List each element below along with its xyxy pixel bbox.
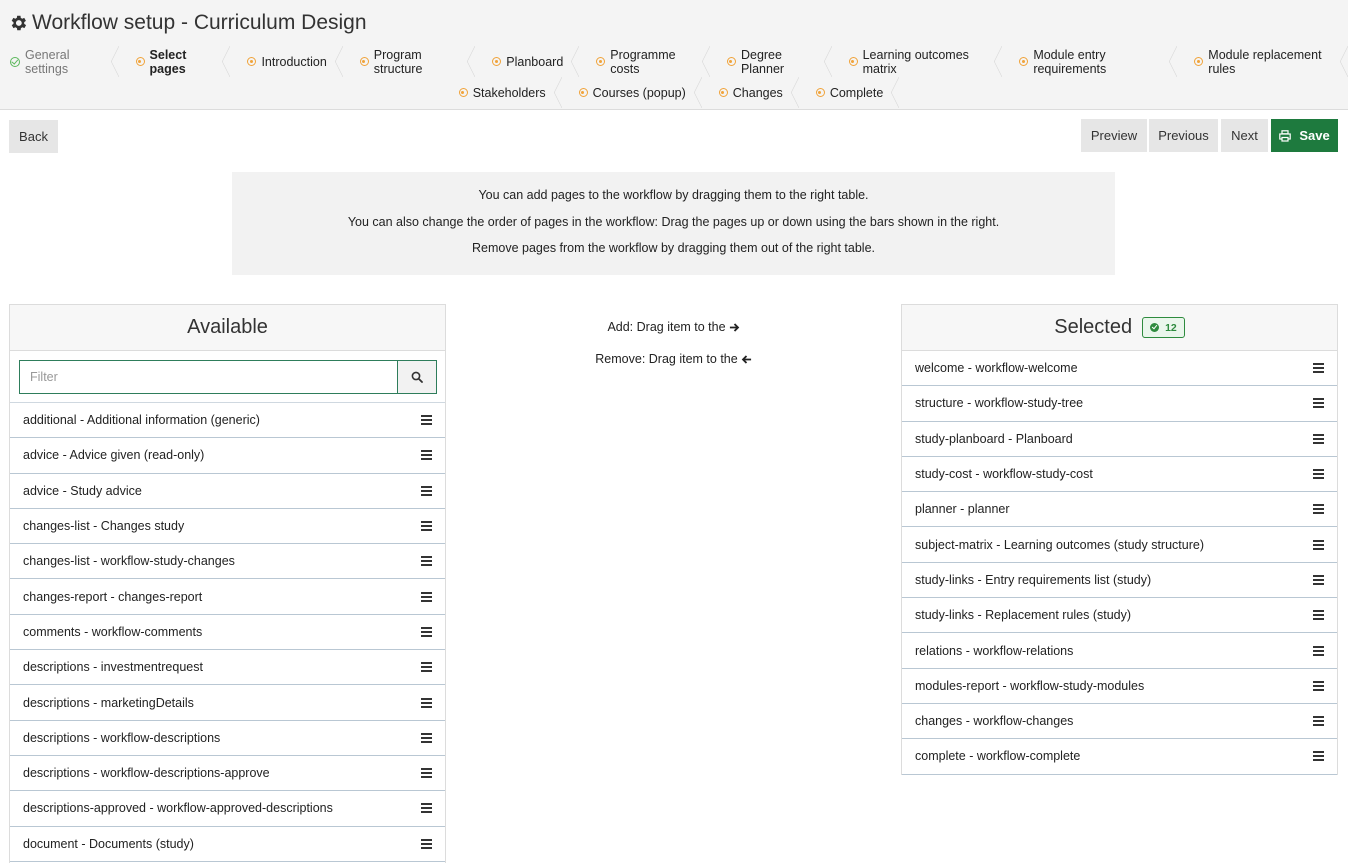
- list-item-label: relations - workflow-relations: [915, 643, 1074, 658]
- drag-handle-icon[interactable]: [1313, 504, 1324, 514]
- filter-group: [19, 360, 437, 394]
- list-item-label: document - Documents (study): [23, 836, 194, 851]
- dot-circle-icon: [459, 88, 468, 97]
- page-title: Workflow setup - Curriculum Design: [32, 11, 367, 34]
- dot-circle-icon: [492, 57, 501, 66]
- instructions-box: [232, 172, 1115, 275]
- arrow-right-icon: [729, 322, 740, 333]
- wizard-step-courses-popup[interactable]: [562, 77, 702, 108]
- instruction-line: You can add pages to the workflow by dragging them to the right table.: [478, 188, 869, 202]
- available-list-item[interactable]: [10, 791, 445, 826]
- list-item-label: descriptions - workflow-descriptions-approve: [23, 766, 270, 781]
- available-list-item[interactable]: [10, 756, 445, 791]
- available-list-item[interactable]: [10, 650, 445, 685]
- available-list-item[interactable]: [10, 544, 445, 579]
- drag-handle-icon[interactable]: [421, 450, 432, 460]
- back-button[interactable]: Back: [9, 120, 58, 153]
- list-item-label: additional - Additional information (generic): [23, 413, 260, 428]
- drag-handle-icon[interactable]: [1313, 434, 1324, 444]
- selected-panel: [901, 304, 1338, 775]
- page-header: [0, 0, 1348, 110]
- wizard-step-learning-outcomes-matrix[interactable]: [832, 46, 1003, 77]
- wizard-step-label: Changes: [732, 85, 783, 100]
- drag-handle-icon[interactable]: [1313, 540, 1324, 550]
- wizard-step-planboard[interactable]: [475, 46, 579, 77]
- drag-handle-icon[interactable]: [421, 839, 432, 849]
- wizard-step-label: Module entry requirements: [1033, 47, 1107, 76]
- drag-handle-icon[interactable]: [421, 662, 432, 672]
- wizard-step-select-pages[interactable]: [119, 46, 231, 77]
- selected-list-item[interactable]: [902, 492, 1337, 527]
- check-circle-icon: [1150, 323, 1159, 332]
- wizard-step-introduction[interactable]: [230, 46, 342, 77]
- list-item-label: study-links - Replacement rules (study): [915, 608, 1132, 623]
- wizard-step-module-replacement-rules[interactable]: [1177, 46, 1348, 77]
- selected-list-item[interactable]: [902, 422, 1337, 457]
- selected-list-item[interactable]: [902, 386, 1337, 421]
- add-hint: [446, 320, 901, 334]
- wizard-step-programme-costs[interactable]: [579, 46, 710, 77]
- dot-circle-icon: [1019, 57, 1028, 66]
- wizard-step-label: Introduction: [261, 54, 327, 69]
- drag-handle-icon[interactable]: [421, 733, 432, 743]
- selected-list-item[interactable]: [902, 457, 1337, 492]
- dot-circle-icon: [136, 57, 145, 66]
- drag-handle-icon[interactable]: [421, 698, 432, 708]
- drag-handle-icon[interactable]: [421, 592, 432, 602]
- save-button[interactable]: [1271, 119, 1338, 152]
- list-item-label: descriptions - investmentrequest: [23, 660, 203, 675]
- filter-search-button[interactable]: [397, 360, 437, 394]
- available-list: [10, 402, 445, 862]
- selected-list-item[interactable]: [902, 527, 1337, 562]
- wizard-step-label: Courses (popup): [592, 85, 686, 100]
- wizard-step-label: General settings: [25, 47, 70, 76]
- dot-circle-icon: [727, 57, 736, 66]
- list-item-label: subject-matrix - Learning outcomes (study structure): [915, 537, 1204, 552]
- available-list-item[interactable]: [10, 509, 445, 544]
- add-hint-text: Add: Drag item to the: [607, 320, 726, 334]
- instruction-line: You can also change the order of pages in the workflow: Drag the pages up or down using the bars shown in the right.: [347, 215, 1000, 229]
- dot-circle-icon: [579, 88, 588, 97]
- wizard-steps-row-2: [0, 77, 1348, 108]
- available-list-item[interactable]: [10, 438, 445, 473]
- drag-handle-icon[interactable]: [1313, 575, 1324, 585]
- selected-list-item[interactable]: [902, 704, 1337, 739]
- dot-circle-icon: [360, 57, 369, 66]
- selected-title: Selected: [1054, 316, 1133, 338]
- list-item-label: descriptions - workflow-descriptions: [23, 730, 221, 745]
- wizard-step-label: Select pages: [149, 47, 187, 76]
- wizard-steps-row-1: [0, 46, 1348, 77]
- remove-hint-text: Remove: Drag item to the: [595, 352, 738, 366]
- list-item-label: descriptions - marketingDetails: [23, 695, 194, 710]
- selected-list-item[interactable]: [902, 669, 1337, 704]
- check-circle-icon: [10, 57, 20, 67]
- wizard-step-label: Program structure: [373, 47, 423, 76]
- list-item-label: descriptions-approved - workflow-approved-descriptions: [23, 801, 333, 816]
- selected-list-item[interactable]: [902, 633, 1337, 668]
- list-item-label: modules-report - workflow-study-modules: [915, 678, 1145, 693]
- wizard-step-complete[interactable]: [799, 77, 900, 108]
- selected-list-item[interactable]: [902, 739, 1337, 774]
- dot-circle-icon: [816, 88, 825, 97]
- available-list-item[interactable]: [10, 474, 445, 509]
- list-item-label: advice - Study advice: [23, 483, 142, 498]
- drag-handle-icon[interactable]: [1313, 681, 1324, 691]
- drag-handle-icon[interactable]: [421, 768, 432, 778]
- available-title: Available: [187, 316, 268, 338]
- wizard-step-degree-planner[interactable]: [710, 46, 832, 77]
- remove-hint: [446, 352, 901, 366]
- available-heading: [10, 305, 445, 351]
- filter-input[interactable]: [19, 360, 397, 394]
- dot-circle-icon: [596, 57, 605, 66]
- wizard-step-label: Programme costs: [610, 47, 676, 76]
- wizard-step-program-structure[interactable]: [343, 46, 476, 77]
- selected-list-item[interactable]: [902, 563, 1337, 598]
- list-item-label: complete - workflow-complete: [915, 749, 1081, 764]
- printer-icon: [1279, 130, 1291, 142]
- wizard-step-label: Planboard: [506, 54, 564, 69]
- list-item-label: comments - workflow-comments: [23, 624, 203, 639]
- list-item-label: welcome - workflow-welcome: [915, 361, 1078, 376]
- list-item-label: planner - planner: [915, 502, 1010, 517]
- instruction-line: Remove pages from the workflow by dragging them out of the right table.: [472, 241, 875, 255]
- drag-handle-icon[interactable]: [421, 415, 432, 425]
- list-item-label: changes - workflow-changes: [915, 714, 1074, 729]
- search-icon: [411, 371, 423, 383]
- selected-list: [902, 351, 1337, 775]
- selected-count-badge: [1142, 317, 1185, 338]
- list-item-label: changes-list - workflow-study-changes: [23, 554, 235, 569]
- wizard-step-label: Complete: [829, 85, 884, 100]
- next-button[interactable]: Next: [1221, 119, 1268, 152]
- dot-circle-icon: [719, 88, 728, 97]
- available-panel: [9, 304, 446, 863]
- list-item-label: structure - workflow-study-tree: [915, 396, 1084, 411]
- wizard-step-changes[interactable]: [702, 77, 799, 108]
- list-item-label: study-planboard - Planboard: [915, 431, 1073, 446]
- drag-handle-icon[interactable]: [1313, 398, 1324, 408]
- wizard-step-label: Degree Planner: [740, 47, 785, 76]
- available-list-item[interactable]: [10, 615, 445, 650]
- wizard-step-label: Learning outcomes matrix: [862, 47, 969, 76]
- title-row: [8, 9, 367, 37]
- available-list-item[interactable]: [10, 721, 445, 756]
- drag-handle-icon[interactable]: [1313, 751, 1324, 761]
- list-item-label: study-cost - workflow-study-cost: [915, 467, 1093, 482]
- dot-circle-icon: [849, 57, 858, 66]
- wizard-step-module-entry-requirements[interactable]: [1002, 46, 1177, 77]
- available-list-item[interactable]: [10, 827, 445, 862]
- list-item-label: study-links - Entry requirements list (study): [915, 572, 1152, 587]
- drag-handle-icon[interactable]: [1313, 363, 1324, 373]
- selected-list-item[interactable]: [902, 598, 1337, 633]
- save-button-label: Save: [1299, 128, 1330, 143]
- drag-handle-icon[interactable]: [421, 486, 432, 496]
- arrow-left-icon: [741, 354, 752, 365]
- previous-button[interactable]: Previous: [1149, 119, 1218, 152]
- available-list-item[interactable]: [10, 685, 445, 720]
- drag-handle-icon[interactable]: [421, 803, 432, 813]
- drag-handle-icon[interactable]: [1313, 469, 1324, 479]
- wizard-step-label: Module replacement rules: [1208, 47, 1322, 76]
- available-list-item[interactable]: [10, 403, 445, 438]
- selected-heading: [902, 305, 1337, 351]
- gear-icon: [8, 13, 28, 33]
- drag-handle-icon[interactable]: [421, 556, 432, 566]
- available-list-item[interactable]: [10, 579, 445, 614]
- dot-circle-icon: [1194, 57, 1203, 66]
- drag-handle-icon[interactable]: [1313, 646, 1324, 656]
- selected-count: 12: [1165, 321, 1177, 334]
- list-item-label: changes-report - changes-report: [23, 589, 203, 604]
- drag-handle-icon[interactable]: [421, 627, 432, 637]
- drag-handle-icon[interactable]: [421, 521, 432, 531]
- wizard-step-stakeholders[interactable]: [449, 77, 562, 108]
- list-item-label: changes-list - Changes study: [23, 519, 185, 534]
- wizard-step-label: Stakeholders: [472, 85, 546, 100]
- drag-handle-icon[interactable]: [1313, 610, 1324, 620]
- dot-circle-icon: [247, 57, 256, 66]
- drag-handle-icon[interactable]: [1313, 716, 1324, 726]
- preview-button[interactable]: Preview: [1081, 119, 1147, 152]
- list-item-label: advice - Advice given (read-only): [23, 448, 205, 463]
- selected-list-item[interactable]: [902, 351, 1337, 386]
- wizard-step-general-settings[interactable]: [0, 46, 119, 77]
